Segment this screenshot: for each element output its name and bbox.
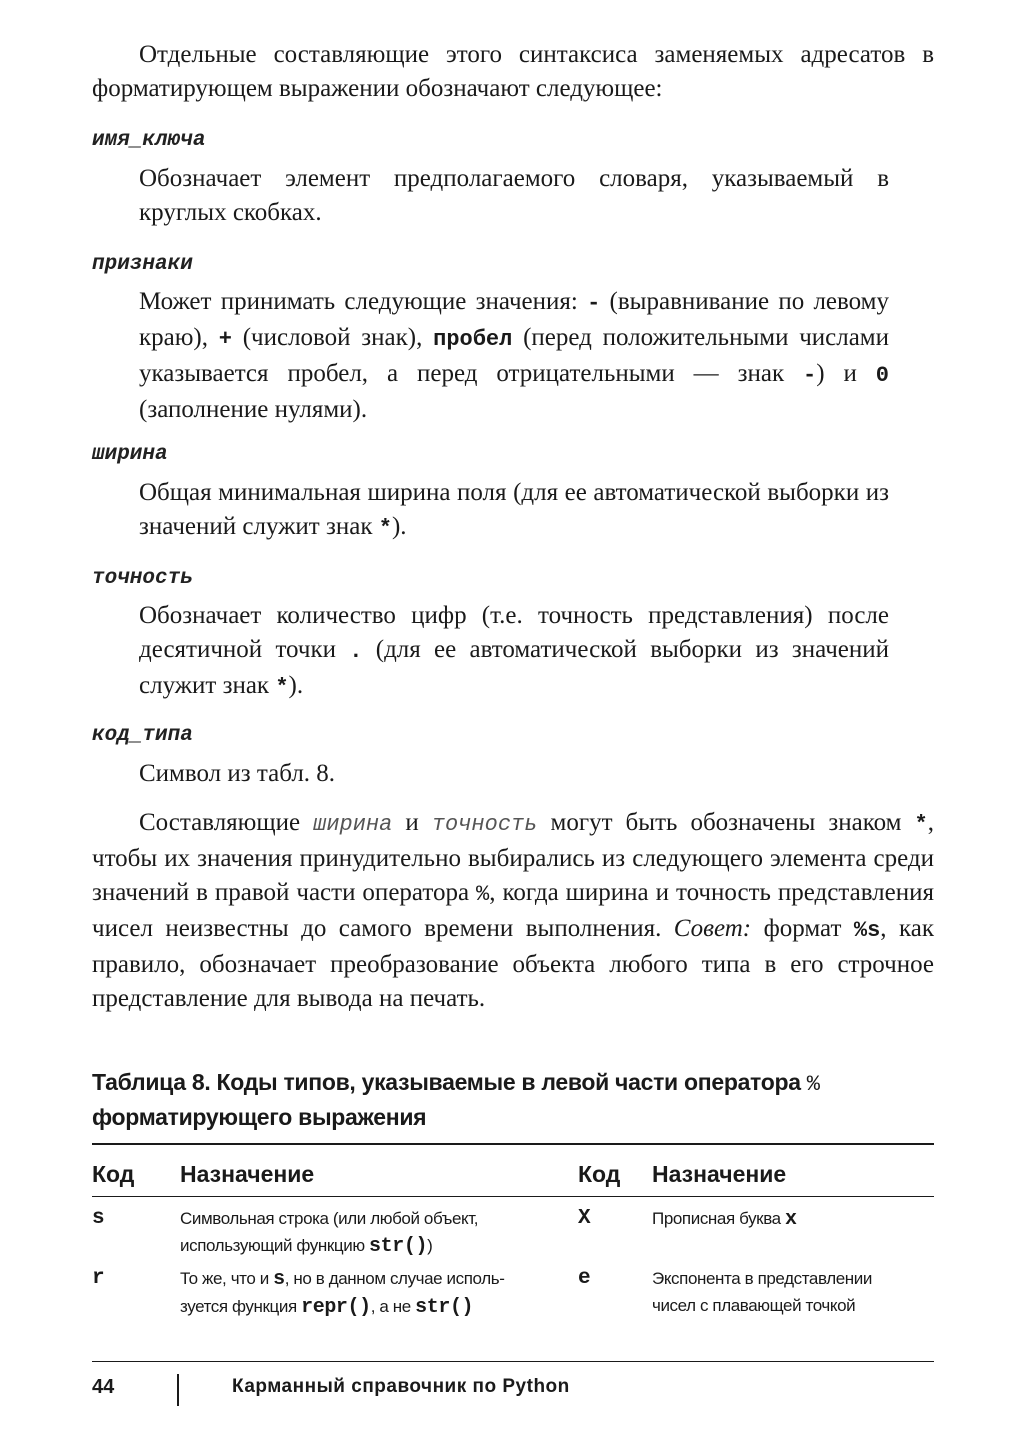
- table-header-purpose-2: Назначение: [652, 1161, 787, 1187]
- table-cell-code: X: [578, 1207, 591, 1230]
- table-cell-description: Экспонента в представлении чисел с плавающей точкой: [652, 1269, 872, 1315]
- table-cell-description: Прописная буква x: [652, 1208, 797, 1231]
- table-cell-description: То же, что и s, но в данном случае исполь- зуется функция repr(), а не str(): [180, 1268, 505, 1319]
- page-number: 44: [92, 1376, 115, 1398]
- term-width-description: Общая минимальная ширина поля (для ее автоматической выборки из значений служит знак *).: [139, 479, 889, 541]
- term-type-code-description: Символ из табл. 8.: [139, 760, 336, 787]
- table-cell-code: e: [578, 1267, 591, 1290]
- table-header-code-2: Код: [578, 1161, 621, 1187]
- width-precision-paragraph: Составляющие ширина и точность могут быть обозначены знаком *, чтобы их значения принудительно выбирались из следующего элемента среди значений в правой части оператора %, когда ширина и точность представления чисел неизвестны до самого времени выполнения. Совет: формат %s, как правило, обозначает преобразование объекта любого типа в его строчное представление для вывода на печать.: [92, 809, 934, 1012]
- term-precision-description: Обозначает количество цифр (т.е. точность представления) после десятичной точки . (для ее автоматической выборки из значений служит знак *).: [139, 602, 889, 700]
- intro-paragraph: Отдельные составляющие этого синтаксиса заменяемых адресатов в форматирующем выражении обозначают следующее:: [92, 41, 934, 102]
- term-key-name: имя_ключа: [92, 129, 206, 152]
- footer-rule: [92, 1361, 934, 1362]
- term-type-code: код_типа: [92, 724, 193, 747]
- table-header-code-1: Код: [92, 1161, 135, 1187]
- term-key-name-description: Обозначает элемент предполагаемого словаря, указываемый в круглых скобках.: [139, 165, 889, 226]
- running-footer-title: Карманный справочник по Python: [232, 1376, 570, 1397]
- term-precision: точность: [92, 567, 193, 590]
- table-cell-code: r: [92, 1267, 105, 1290]
- term-flags-description: Может принимать следующие значения: - (выравнивание по левому краю), + (числовой знак), пробел (перед положительными числами указывается пробел, а перед отрицательными — знак -) и 0 (заполнение нулями).: [139, 288, 890, 423]
- table-cell-description: Символьная строка (или любой объект, использующий функцию str()): [180, 1209, 479, 1258]
- table-header-rule: [92, 1196, 934, 1197]
- table-cell-code: s: [92, 1207, 105, 1230]
- term-flags: признаки: [92, 253, 193, 276]
- term-width: ширина: [92, 443, 168, 466]
- table-title: Таблица 8. Коды типов, указываемые в левой части оператора % форматирующего выражения: [92, 1069, 820, 1130]
- table-header-purpose-1: Назначение: [180, 1161, 315, 1187]
- table-top-rule: [92, 1143, 934, 1145]
- footer-separator: [177, 1374, 179, 1406]
